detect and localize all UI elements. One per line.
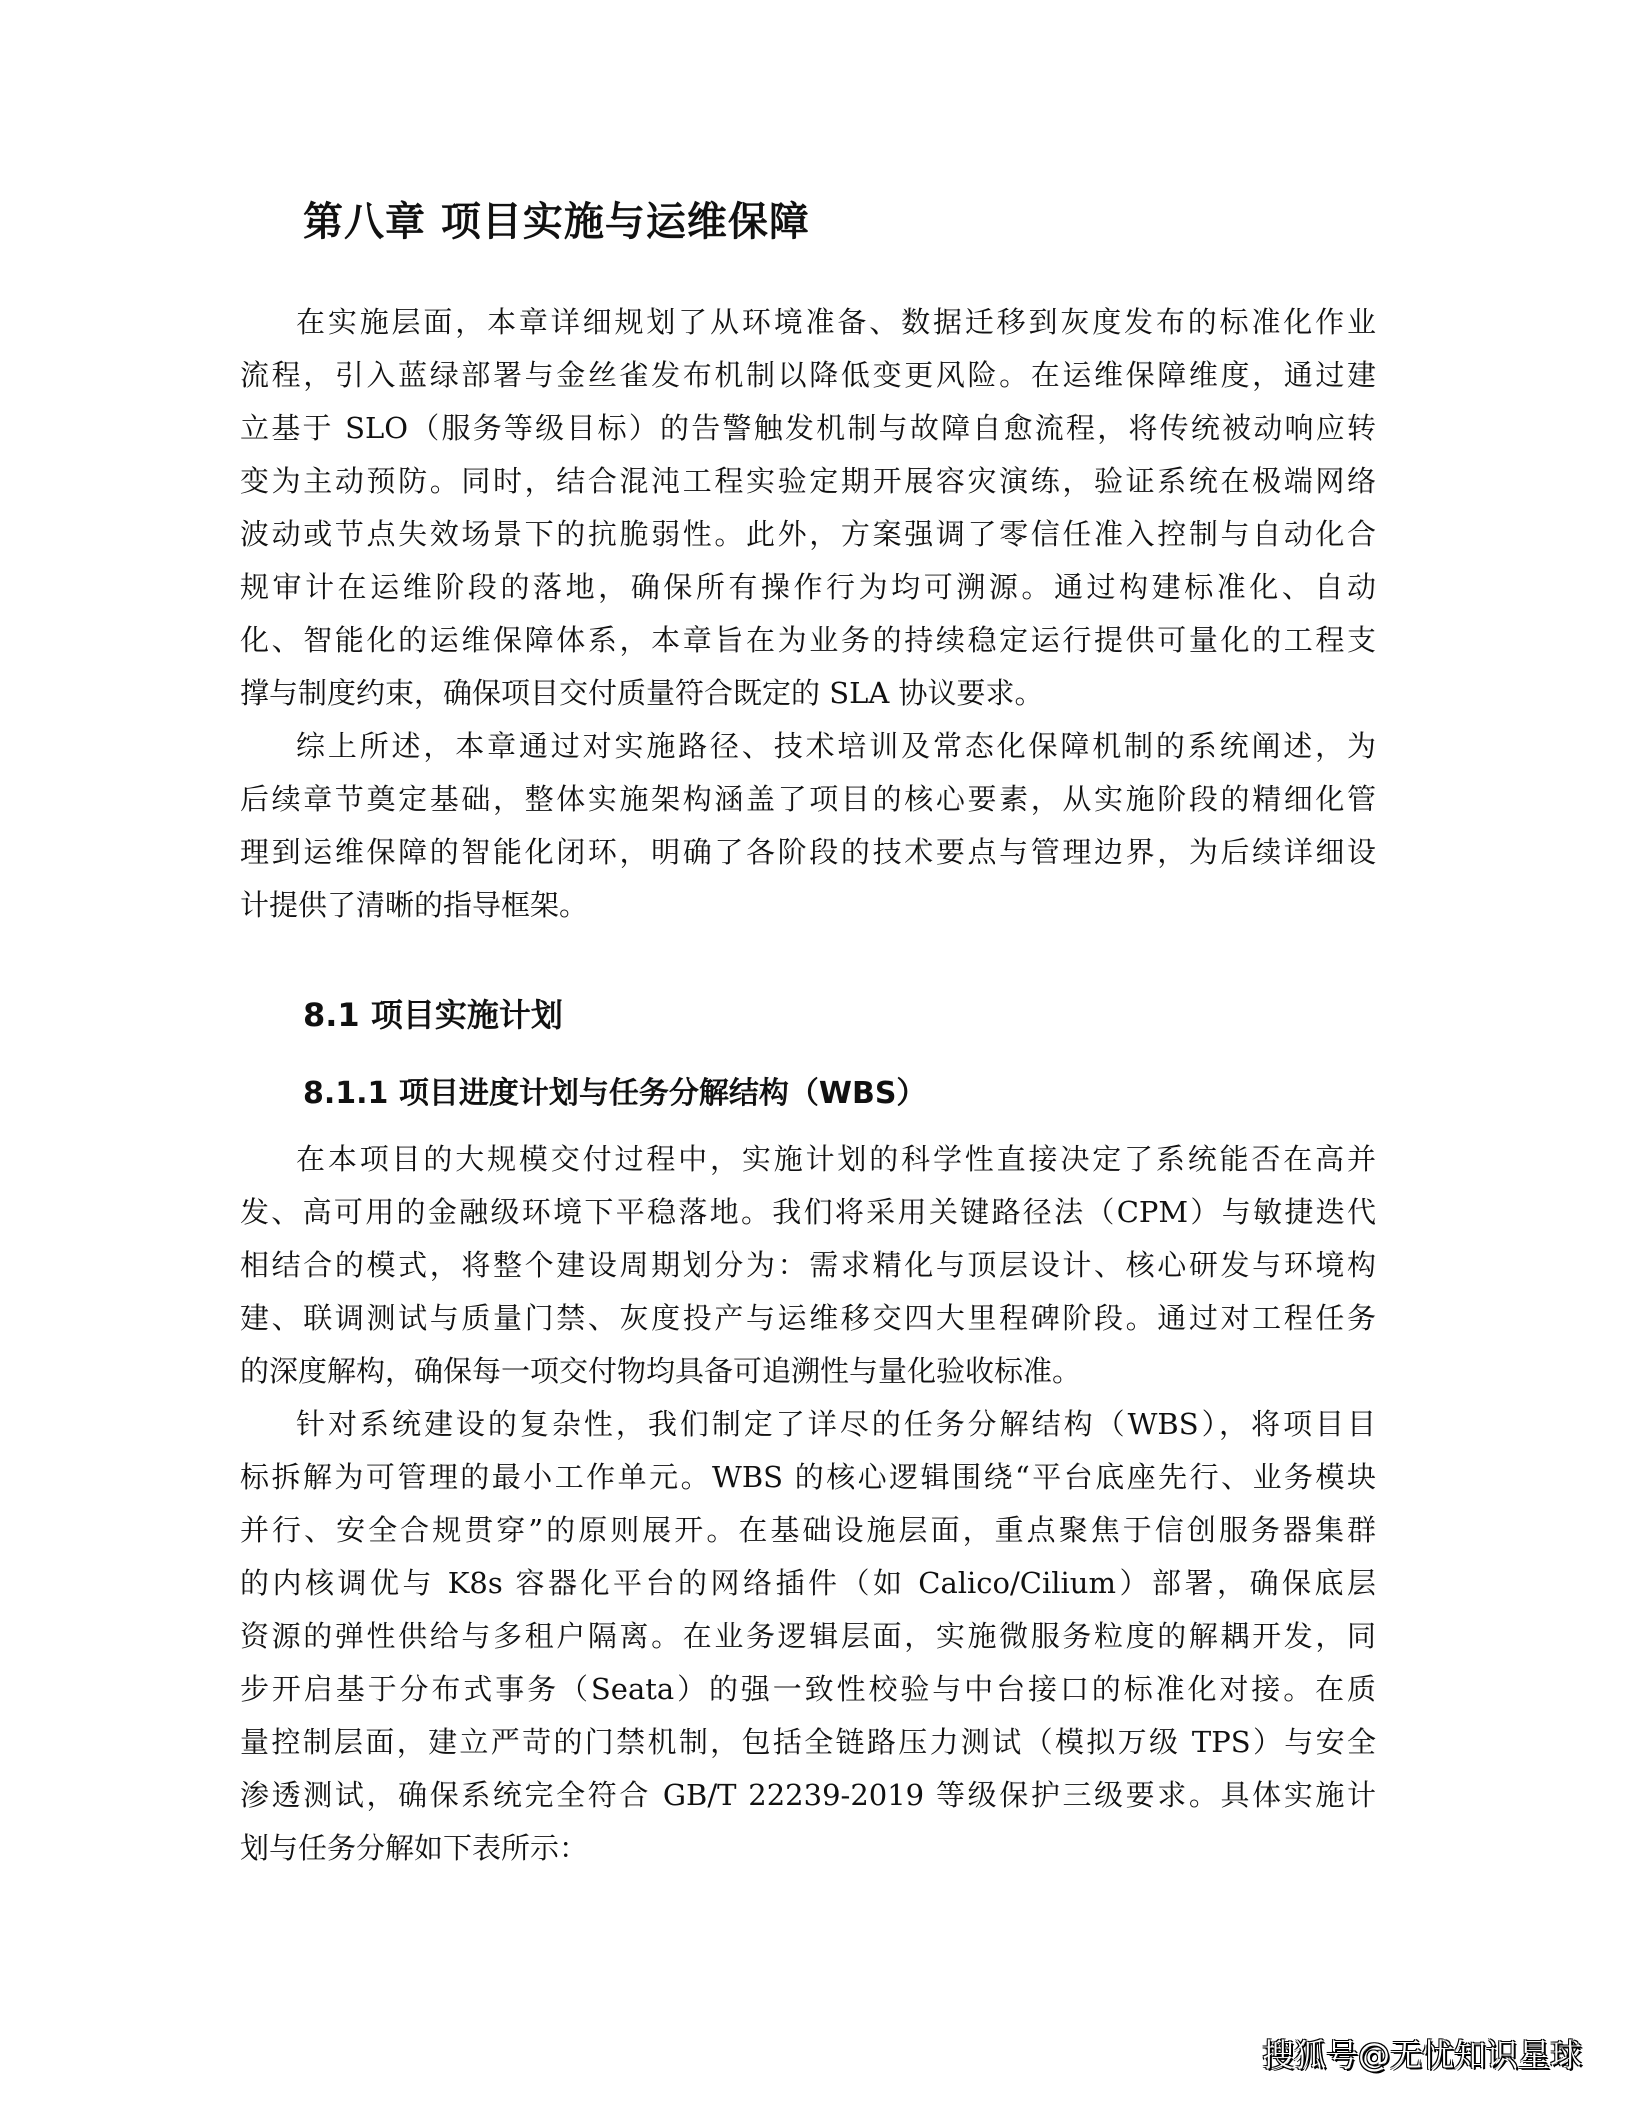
- subsection-heading-8-1-1: 8.1.1 项目进度计划与任务分解结构（WBS）: [303, 1076, 927, 1111]
- text-line: 撑与制度约束，确保项目交付质量符合既定的 SLA 协议要求。: [240, 676, 1044, 710]
- text-line: 量控制层面，建立严苛的门禁机制，包括全链路压力测试（模拟万级 TPS）与安全: [240, 1725, 1376, 1759]
- text-line: 划与任务分解如下表所示：: [240, 1831, 589, 1865]
- text-line: 波动或节点失效场景下的抗脆弱性。此外，方案强调了零信任准入控制与自动化合: [240, 517, 1376, 551]
- text-line: 综上所述，本章通过对实施路径、技术培训及常态化保障机制的系统阐述，为: [296, 729, 1376, 763]
- section-heading-8-1: 8.1 项目实施计划: [303, 996, 563, 1034]
- text-line: 渗透测试，确保系统完全符合 GB/T 22239-2019 等级保护三级要求。具体实施计: [240, 1778, 1376, 1812]
- text-line: 立基于 SLO（服务等级目标）的告警触发机制与故障自愈流程，将传统被动响应转: [240, 411, 1376, 445]
- text-line: 变为主动预防。同时，结合混沌工程实验定期开展容灾演练，验证系统在极端网络: [240, 464, 1376, 498]
- section-paragraph-2: [240, 1398, 1376, 1875]
- text-line: 资源的弹性供给与多租户隔离。在业务逻辑层面，实施微服务粒度的解耦开发，同: [240, 1619, 1376, 1653]
- text-line: 针对系统建设的复杂性，我们制定了详尽的任务分解结构（WBS），将项目目: [296, 1407, 1376, 1441]
- text-line: 规审计在运维阶段的落地，确保所有操作行为均可溯源。通过构建标准化、自动: [240, 570, 1376, 604]
- text-line: 建、联调测试与质量门禁、灰度投产与运维移交四大里程碑阶段。通过对工程任务: [240, 1301, 1376, 1335]
- section-paragraph-1: [240, 1133, 1376, 1398]
- text-line: 的内核调优与 K8s 容器化平台的网络插件（如 Calico/Cilium）部署，确保底层: [240, 1566, 1376, 1600]
- text-line: 计提供了清晰的指导框架。: [240, 888, 589, 922]
- watermark: 搜狐号@无忧知识星球: [1262, 2036, 1583, 2074]
- text-line: 理到运维保障的智能化闭环，明确了各阶段的技术要点与管理边界，为后续详细设: [240, 835, 1376, 869]
- chapter-title: 第八章 项目实施与运维保障: [303, 199, 810, 245]
- text-line: 步开启基于分布式事务（Seata）的强一致性校验与中台接口的标准化对接。在质: [240, 1672, 1376, 1706]
- text-line: 发、高可用的金融级环境下平稳落地。我们将采用关键路径法（CPM）与敏捷迭代: [240, 1195, 1376, 1229]
- text-line: 标拆解为可管理的最小工作单元。WBS 的核心逻辑围绕“平台底座先行、业务模块: [240, 1460, 1376, 1494]
- text-line: 并行、安全合规贯穿”的原则展开。在基础设施层面，重点聚焦于信创服务器集群: [240, 1513, 1376, 1547]
- text-line: 相结合的模式，将整个建设周期划分为：需求精化与顶层设计、核心研发与环境构: [240, 1248, 1376, 1282]
- text-line: 后续章节奠定基础，整体实施架构涵盖了项目的核心要素，从实施阶段的精细化管: [240, 782, 1376, 816]
- intro-paragraph-2: [240, 720, 1376, 932]
- text-line: 的深度解构，确保每一项交付物均具备可追溯性与量化验收标准。: [240, 1354, 1082, 1388]
- intro-paragraph-1: [240, 296, 1376, 720]
- text-line: 化、智能化的运维保障体系，本章旨在为业务的持续稳定运行提供可量化的工程支: [240, 623, 1376, 657]
- text-line: 在实施层面，本章详细规划了从环境准备、数据迁移到灰度发布的标准化作业: [296, 305, 1376, 339]
- text-line: 在本项目的大规模交付过程中，实施计划的科学性直接决定了系统能否在高并: [296, 1142, 1376, 1176]
- text-line: 流程，引入蓝绿部署与金丝雀发布机制以降低变更风险。在运维保障维度，通过建: [240, 358, 1376, 392]
